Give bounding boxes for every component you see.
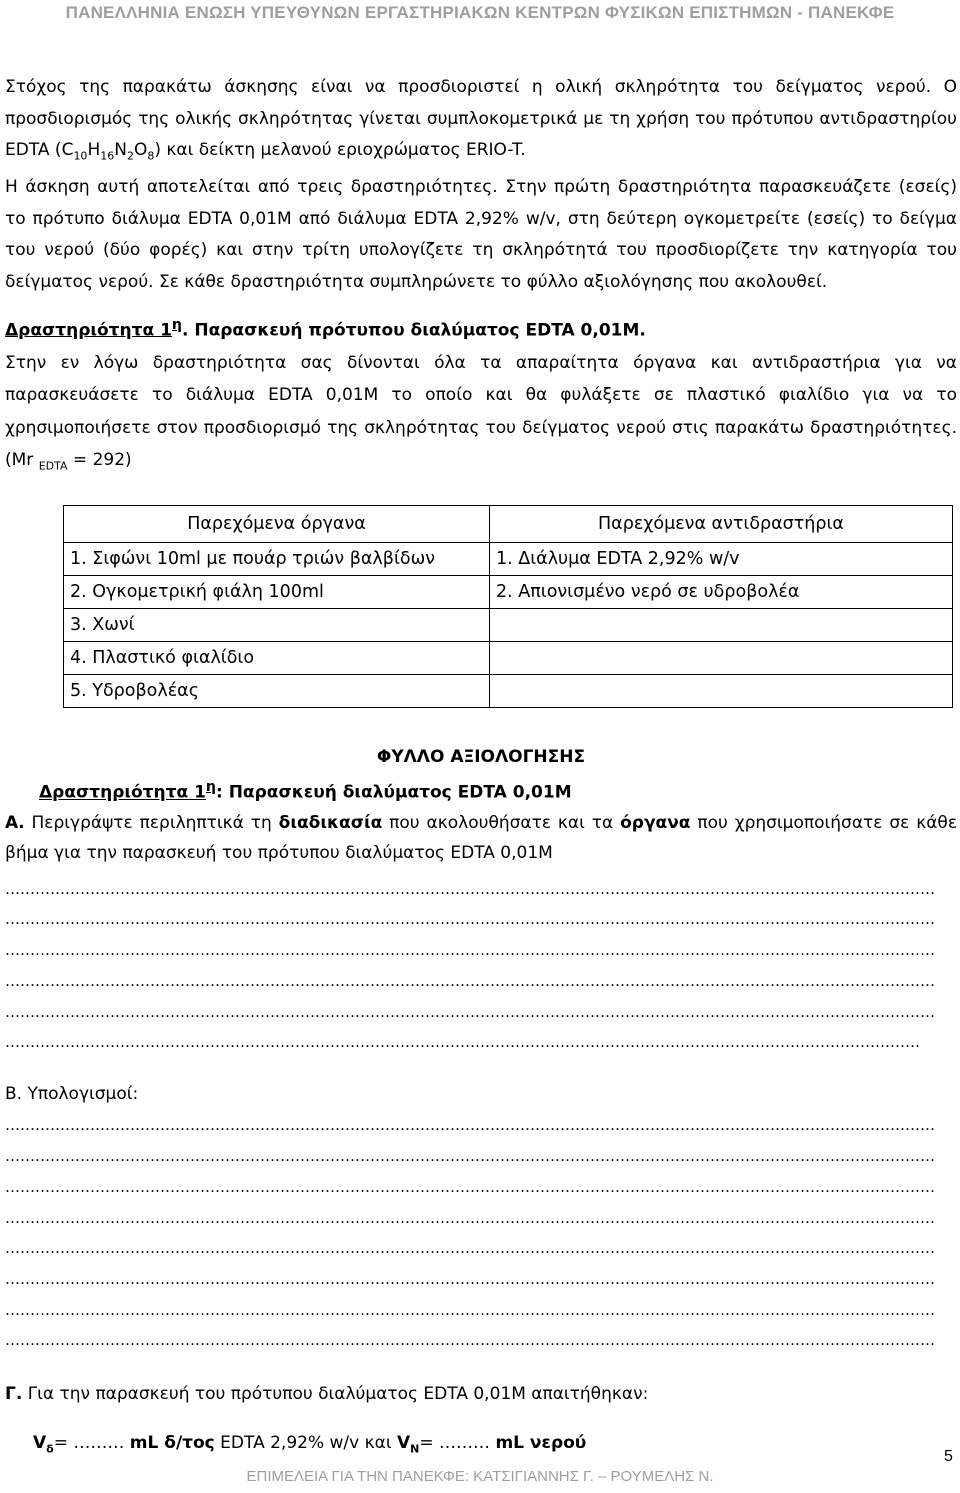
page-number: 5 bbox=[944, 1448, 953, 1465]
table-cell bbox=[490, 609, 953, 642]
answer-line[interactable]: …………………………………………………………………………………………………………………………………………………………………… bbox=[5, 1208, 935, 1227]
table-row bbox=[64, 609, 953, 642]
activity1-body: Στην εν λόγω δραστηριότητα σας δίνονται όλα τα απαραίτητα όργανα και αντιδραστήρια για να παρασκευάσετε το διάλυμα EDTA 0,01M το οποίο και θα φυλάξετε σε πλαστικό φιαλίδιο για να το χρησιμοποιήσετε στον προσδιορισμό της σκληρότητας του δείγματος νερού στις παρακάτω δραστηριότητες. (Mr bbox=[5, 352, 957, 471]
page-footer: ΕΠΙΜΕΛΕΙΑ ΓΙΑ ΤΗΝ ΠΑΝΕΚΦΕ: ΚΑΤΣΙΓΙΑΝΝΗΣ Γ. – ΡΟΥΜΕΛΗΣ Ν. bbox=[246, 1468, 714, 1485]
table-header-row bbox=[64, 506, 953, 543]
sheet-activity-title: : Παρασκευή διαλύματος EDTA 0,01M bbox=[215, 782, 572, 803]
question-a-bold1: διαδικασία bbox=[278, 812, 383, 833]
table-cell: 3. Χωνί bbox=[64, 609, 490, 642]
question-a-text2: που ακολουθήσατε και τα bbox=[382, 812, 621, 833]
v-label: V bbox=[33, 1432, 47, 1453]
vn-blank[interactable]: = ……… bbox=[419, 1432, 496, 1453]
table-cell: 1. Σιφώνι 10ml με πουάρ τριών βαλβίδων bbox=[64, 543, 490, 576]
answer-line[interactable]: …………………………………………………………………………………………………………………………………………………………………… bbox=[5, 1239, 935, 1258]
table-row bbox=[64, 576, 953, 609]
question-a-bold2: όργανα bbox=[620, 812, 691, 833]
v-mid-text: EDTA 2,92% w/v και bbox=[214, 1432, 397, 1453]
v-unit: mL δ/τος bbox=[129, 1432, 215, 1453]
activity1-sup: η bbox=[171, 316, 182, 333]
vn-sub: N bbox=[410, 1441, 420, 1455]
intro-text-end: ) και δείκτη μελανού εριοχρώματος ERIO-T. bbox=[154, 140, 526, 161]
v-sub: δ bbox=[46, 1441, 54, 1455]
formula-c: C bbox=[61, 140, 74, 161]
sheet-activity-sup: η bbox=[205, 779, 216, 796]
answer-a-lines bbox=[5, 874, 957, 1058]
table-cell: 4. Πλαστικό φιαλίδιο bbox=[64, 642, 490, 675]
activity1-sub: EDTA bbox=[38, 459, 68, 473]
table-row bbox=[64, 675, 953, 708]
intro-text: Στόχος της παρακάτω άσκησης είναι να προσδιοριστεί η ολική σκληρότητα του δείγματος νερού. Ο προσδιορισμός της ολικής σκληρότητας γίνεται συμπλοκομετρικά με τη χρήση του πρότυπου αντιδραστηρίου EDTA ( bbox=[5, 77, 957, 161]
answer-line[interactable]: …………………………………………………………………………………………………………………………………………………………………… bbox=[5, 1269, 935, 1288]
question-a-letter: Α. bbox=[5, 812, 25, 833]
formula-h: H bbox=[87, 140, 101, 161]
activity1-end: = 292) bbox=[67, 450, 132, 471]
intro-paragraph-2 bbox=[5, 172, 957, 298]
v-blank[interactable]: = ……… bbox=[53, 1432, 130, 1453]
question-c bbox=[5, 1378, 957, 1411]
formula-o: O bbox=[133, 140, 148, 161]
activity1-text bbox=[5, 347, 957, 483]
sheet-activity-label: Δραστηριότητα 1 bbox=[39, 782, 206, 803]
activity1-heading bbox=[5, 309, 957, 347]
formula-o-sub: 8 bbox=[147, 149, 155, 163]
question-a-text3: που χρησιμοποιήσατε σε κάθε βήμα για την παρασκευή του πρότυπου διαλύματος EDTA 0,01M bbox=[5, 812, 958, 863]
intro-text-2: Η άσκηση αυτή αποτελείται από τρεις δραστηριότητες. Στην πρώτη δραστηριότητα παρασκευάζετε (εσείς) το πρότυπο διάλυμα EDTA 0,01M από διάλυμα EDTA 2,92% w/v, στη δεύτερη ογκομετρείτε (εσείς) το δείγμα του νερού (δύο φορές) και στην τρίτη υπολογίζετε τη σκληρότητά του προσδιορίζετε την κατηγορία του δείγματος νερού. Σε κάθε δραστηριότητα συμπληρώνετε το φύλλο αξιολόγησης που ακολουθεί. bbox=[5, 177, 957, 292]
equipment-table bbox=[63, 505, 953, 708]
question-c-letter: Γ. bbox=[5, 1384, 23, 1405]
table-cell: 1. Διάλυμα EDTA 2,92% w/v bbox=[490, 543, 953, 576]
question-c-text: Για την παρασκευή του πρότυπου διαλύματος EDTA 0,01M απαιτήθηκαν: bbox=[22, 1384, 649, 1405]
table-cell: 2. Ογκομετρική φιάλη 100ml bbox=[64, 576, 490, 609]
answer-line[interactable]: …………………………………………………………………………………………………………………………………………………………………… bbox=[5, 1331, 935, 1350]
table-row bbox=[64, 642, 953, 675]
formula-c-sub: 10 bbox=[73, 149, 88, 163]
vn-label: V bbox=[396, 1432, 411, 1453]
answer-b-lines bbox=[5, 1110, 957, 1356]
question-a-text: Περιγράψτε περιληπτικά τη bbox=[24, 812, 279, 833]
answer-line[interactable]: …………………………………………………………………………………………………………………………………………………………………… bbox=[5, 941, 935, 960]
table-header-reagents: Παρεχόμενα αντιδραστήρια bbox=[490, 506, 953, 543]
answer-line[interactable]: …………………………………………………………………………………………………………………………………………………………………… bbox=[5, 1300, 935, 1319]
answer-line[interactable]: ………………………………………………………………………………………………………………………………………………………………… bbox=[5, 1033, 920, 1052]
answer-line[interactable]: …………………………………………………………………………………………………………………………………………………………………… bbox=[5, 1116, 935, 1135]
page-header: ΠΑΝΕΛΛΗΝΙΑ ΕΝΩΣΗ ΥΠΕΥΘΥΝΩΝ ΕΡΓΑΣΤΗΡΙΑΚΩΝ ΚΕΝΤΡΩΝ ΦΥΣΙΚΩΝ ΕΠΙΣΤΗΜΩΝ - ΠΑΝΕΚΦΕ bbox=[65, 3, 895, 22]
formula-n: N bbox=[114, 140, 127, 161]
answer-line[interactable]: …………………………………………………………………………………………………………………………………………………………………… bbox=[5, 971, 935, 990]
formula-n-sub: 2 bbox=[126, 149, 134, 163]
answer-line[interactable]: …………………………………………………………………………………………………………………………………………………………………… bbox=[5, 1002, 935, 1021]
formula-h-sub: 16 bbox=[100, 149, 115, 163]
table-cell bbox=[490, 642, 953, 675]
table-cell bbox=[490, 675, 953, 708]
answer-line[interactable]: …………………………………………………………………………………………………………………………………………………………………… bbox=[5, 1177, 935, 1196]
vn-unit: mL νερού bbox=[495, 1432, 587, 1453]
activity1-label: Δραστηριότητα 1 bbox=[5, 320, 172, 341]
intro-paragraph bbox=[5, 72, 957, 172]
table-cell: 2. Απιονισμένο νερό σε υδροβολέα bbox=[490, 576, 953, 609]
activity1-title: . Παρασκευή πρότυπου διαλύματος EDTA 0,01M. bbox=[181, 320, 646, 341]
volumes-line bbox=[33, 1427, 957, 1466]
question-b: Β. Υπολογισμοί: bbox=[5, 1083, 139, 1104]
answer-line[interactable]: …………………………………………………………………………………………………………………………………………………………………… bbox=[5, 1147, 935, 1166]
table-cell: 5. Υδροβολέας bbox=[64, 675, 490, 708]
answer-line[interactable]: …………………………………………………………………………………………………………………………………………………………………… bbox=[5, 879, 935, 898]
question-a bbox=[5, 808, 957, 868]
evaluation-sheet-title: ΦΥΛΛΟ ΑΞΙΟΛΟΓΗΣΗΣ bbox=[376, 747, 586, 768]
sheet-activity-heading bbox=[39, 772, 957, 808]
answer-line[interactable]: …………………………………………………………………………………………………………………………………………………………………… bbox=[5, 910, 935, 929]
table-row bbox=[64, 543, 953, 576]
table-header-tools: Παρεχόμενα όργανα bbox=[64, 506, 490, 543]
page-content bbox=[5, 72, 957, 1465]
